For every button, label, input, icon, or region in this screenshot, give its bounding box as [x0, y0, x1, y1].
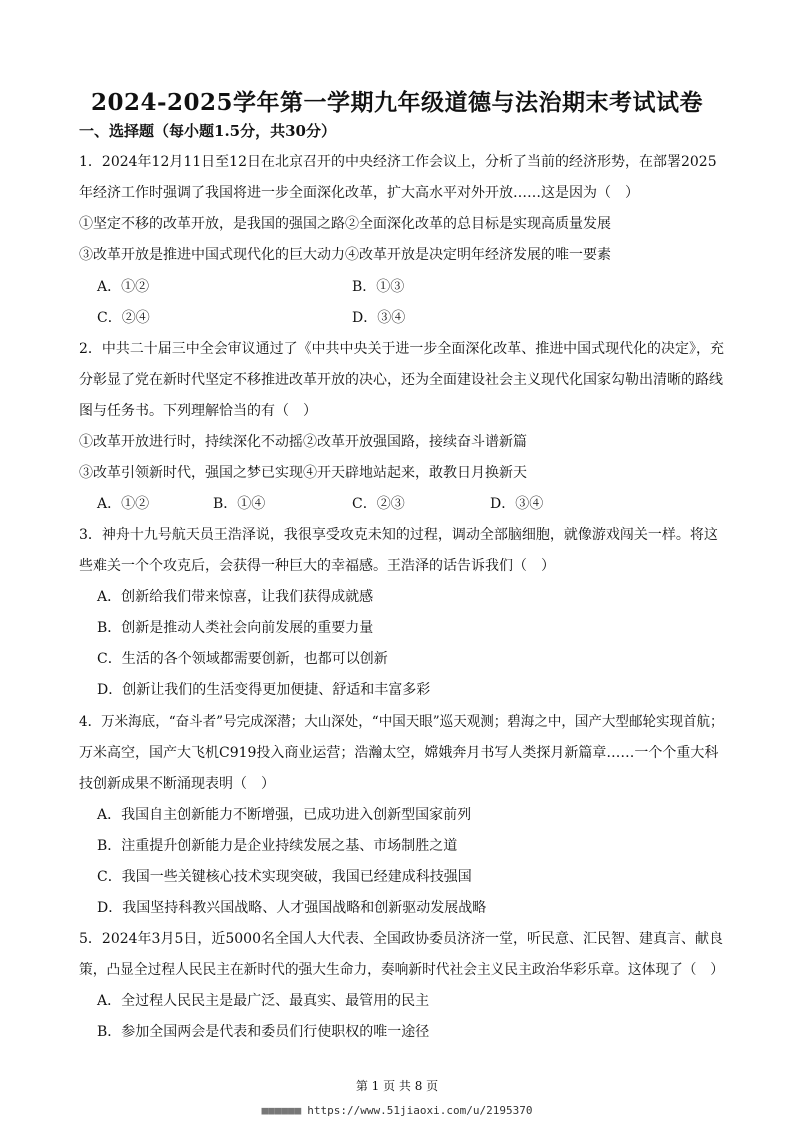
- q2-line-3: 图与任务书。下列理解恰当的有（ ）: [79, 403, 317, 419]
- q4-line-2: 万米高空，国产大飞机C919投入商业运营；浩瀚太空，嫦娥奔月书写人类探月新篇章……一个个重大科: [79, 745, 719, 761]
- q3-option-b: B．创新是推动人类社会向前发展的重要力量: [97, 620, 374, 636]
- watermark-prefix: ■■■■■■: [261, 1104, 302, 1117]
- q1-option-b: B．①③: [352, 279, 405, 295]
- q5-option-b: B．参加全国两会是代表和委员们行使职权的唯一途径: [97, 1024, 430, 1040]
- q2-option-d: D．③④: [490, 496, 544, 512]
- q3-option-c: C．生活的各个领域都需要创新，也都可以创新: [97, 651, 388, 667]
- page-title: 2024-2025学年第一学期九年级道德与法治期末考试试卷: [90, 89, 704, 116]
- q4-option-a: A．我国自主创新能力不断增强，已成功进入创新型国家前列: [97, 807, 472, 823]
- q5-line-2: 策，凸显全过程人民民主在新时代的强大生命力，奏响新时代社会主义民主政治华彩乐章。这体现了（ ）: [79, 962, 724, 978]
- q2-option-c: C．②③: [352, 496, 405, 512]
- watermark-url[interactable]: https://www.51jiaoxi.com/u/2195370: [307, 1104, 533, 1117]
- watermark: [0, 1104, 794, 1117]
- q3-line-2: 些难关一个个攻克后，会获得一种巨大的幸福感。王浩泽的话告诉我们（ ）: [79, 558, 555, 574]
- q2-line-2: 分彰显了党在新时代坚定不移推进改革开放的决心，还为全面建设社会主义现代化国家勾勒出清晰的路线: [79, 372, 723, 388]
- q1-line-4: ③改革开放是推进中国式现代化的巨大动力④改革开放是决定明年经济发展的唯一要素: [79, 247, 611, 263]
- q1-option-d: D．③④: [352, 310, 406, 326]
- q4-line-3: 技创新成果不断涌现表明（ ）: [79, 776, 275, 792]
- q4-option-b: B．注重提升创新能力是企业持续发展之基、市场制胜之道: [97, 838, 458, 854]
- q1-line-3: ①坚定不移的改革开放，是我国的强国之路②全面深化改革的总目标是实现高质量发展: [79, 216, 611, 232]
- q2-line-5: ③改革引领新时代，强国之梦已实现④开天辟地站起来，敢教日月换新天: [79, 465, 527, 481]
- q2-option-a: A．①②: [97, 496, 150, 512]
- page-number: 第 1 页 共 8 页: [355, 1079, 439, 1093]
- q2-option-b: B．①④: [213, 496, 266, 512]
- q3-option-a: A．创新给我们带来惊喜，让我们获得成就感: [97, 589, 374, 605]
- q3-option-d: D．创新让我们的生活变得更加便捷、舒适和丰富多彩: [97, 682, 431, 698]
- q5-option-a: A．全过程人民民主是最广泛、最真实、最管用的民主: [97, 993, 430, 1009]
- q5-line-1: 5．2024年3月5日，近5000名全国人大代表、全国政协委员济济一堂，听民意、汇民智、建真言、献良: [79, 931, 723, 947]
- q2-line-4: ①改革开放进行时，持续深化不动摇②改革开放强国路，接续奋斗谱新篇: [79, 434, 527, 450]
- q3-line-1: 3．神舟十九号航天员王浩泽说，我很享受攻克未知的过程，调动全部脑细胞，就像游戏闯关一样。将这: [79, 527, 718, 543]
- q1-option-a: A．①②: [97, 279, 150, 295]
- q4-line-1: 4．万米海底，“奋斗者”号完成深潜；大山深处，“中国天眼”巡天观测；碧海之中，国产大型邮轮实现首航；: [79, 714, 724, 730]
- section-heading: 一、选择题（每小题1.5分，共30分）: [79, 122, 336, 140]
- q1-line-2: 年经济工作时强调了我国将进一步全面深化改革，扩大高水平对外开放……这是因为（ ）: [79, 185, 639, 201]
- q4-option-d: D．我国坚持科教兴国战略、人才强国战略和创新驱动发展战略: [97, 900, 487, 916]
- q1-option-c: C．②④: [97, 310, 150, 326]
- q4-option-c: C．我国一些关键核心技术实现突破，我国已经建成科技强国: [97, 869, 472, 885]
- q2-line-1: 2．中共二十届三中全会审议通过了《中共中央关于进一步全面深化改革、推进中国式现代化的决定》，充: [79, 341, 724, 357]
- q1-line-1: 1．2024年12月11日至12日在北京召开的中央经济工作会议上，分析了当前的经济形势，在部署2025: [79, 154, 717, 170]
